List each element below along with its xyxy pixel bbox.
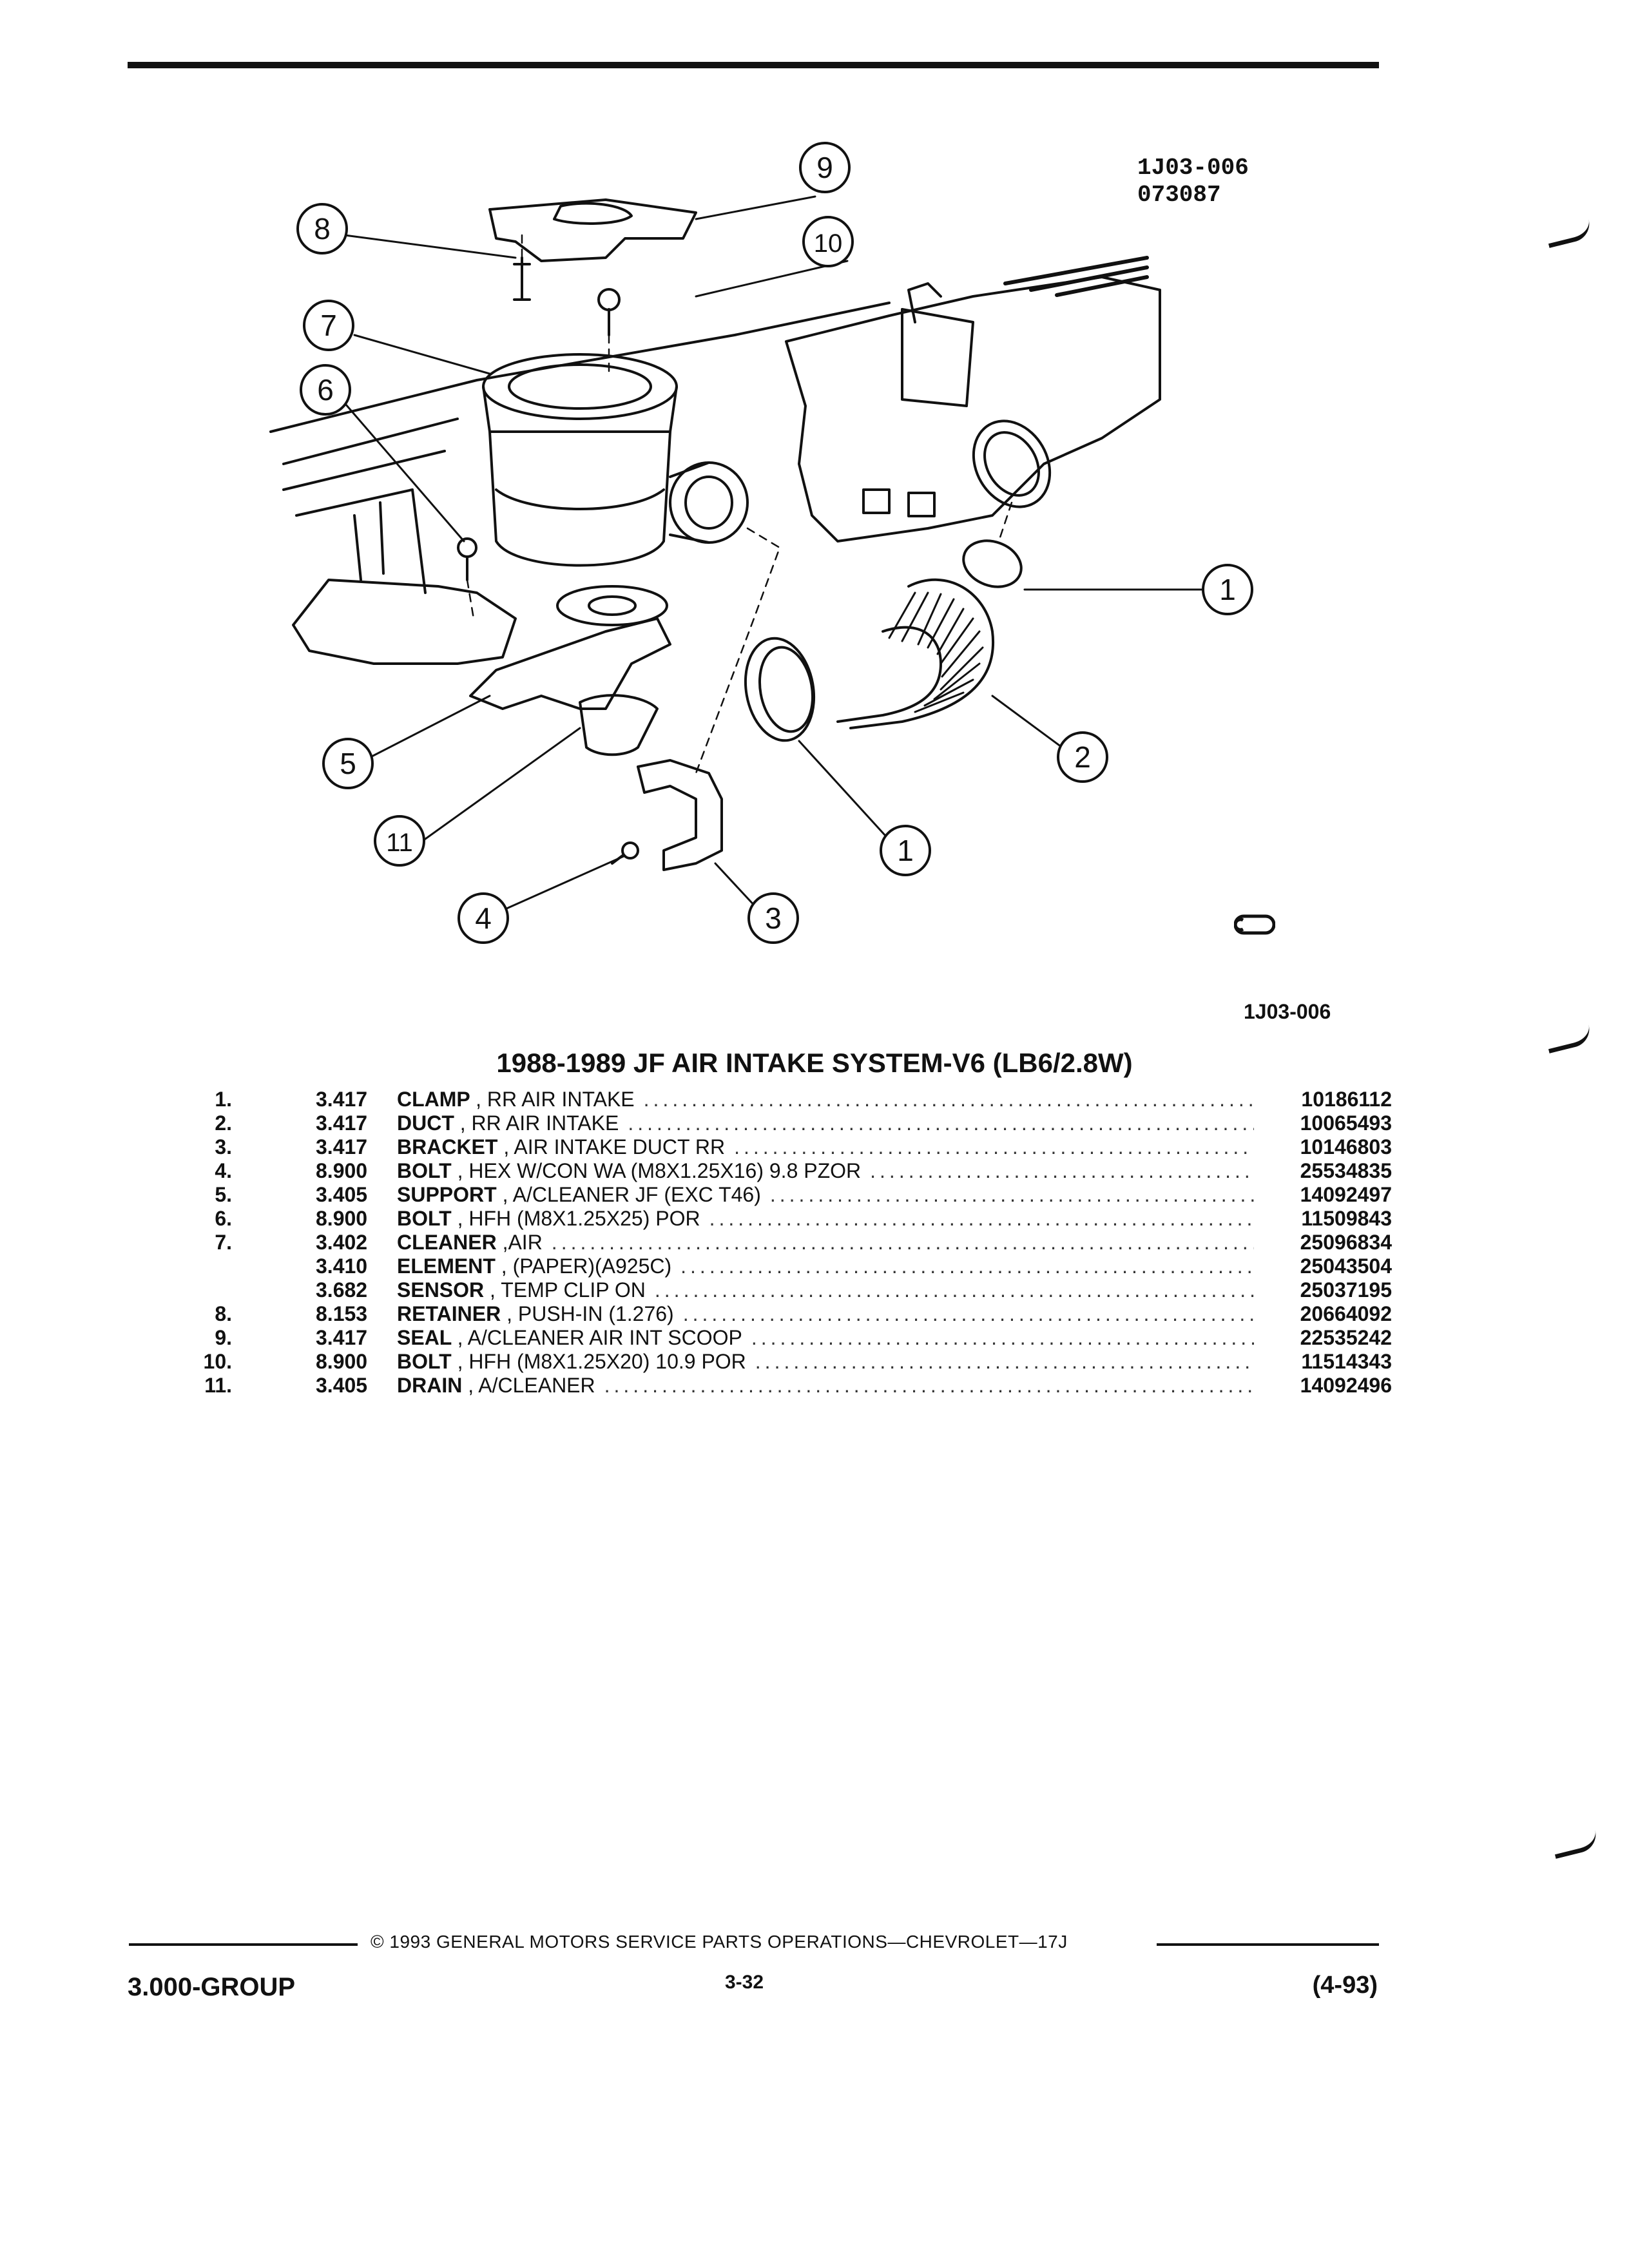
part-row — [187, 1159, 1392, 1183]
leader-dots — [870, 1159, 1254, 1183]
gm-logo — [1234, 914, 1275, 936]
part-detail: , PUSH-IN (1.276) — [506, 1302, 674, 1325]
leader-dots — [709, 1207, 1254, 1231]
part-number: 11509843 — [1301, 1207, 1392, 1230]
callout-4-label: 4 — [475, 901, 492, 935]
callout-11 — [375, 816, 424, 865]
part-name: SEAL — [397, 1326, 452, 1349]
callout-8 — [298, 204, 347, 253]
callout-2-label: 2 — [1074, 740, 1091, 774]
part-name: DRAIN — [397, 1374, 463, 1397]
exploded-diagram — [245, 129, 1379, 979]
part-detail: , RR AIR INTAKE — [476, 1088, 635, 1111]
footer-rule-left — [129, 1943, 358, 1946]
callout-2 — [1058, 733, 1107, 782]
callout-7 — [304, 301, 353, 350]
part-code: 3.417 — [316, 1088, 368, 1111]
part-detail: , A/CLEANER JF (EXC T46) — [502, 1183, 761, 1206]
support-bracket — [470, 619, 670, 709]
leader-dots — [644, 1088, 1254, 1111]
footer-rule-right — [1157, 1943, 1379, 1946]
part-row — [187, 1135, 1392, 1159]
part-detail: ,AIR — [502, 1231, 543, 1254]
part-row — [187, 1111, 1392, 1135]
part-description — [397, 1135, 725, 1159]
drain — [580, 695, 657, 754]
part-index: 3. — [215, 1135, 232, 1158]
callout-7-label: 7 — [320, 309, 337, 342]
part-detail: , (PAPER)(A925C) — [501, 1254, 672, 1278]
tray — [293, 580, 516, 664]
part-index: 10. — [203, 1350, 232, 1373]
body-line-1 — [271, 303, 889, 432]
leader-dots — [755, 1350, 1254, 1374]
part-code: 3.405 — [316, 1183, 368, 1206]
parts-list — [187, 1088, 1392, 1398]
figure-ref-line-1: 1J03-006 — [1137, 155, 1249, 181]
part-name: BOLT — [397, 1159, 452, 1182]
part-number: 10065493 — [1300, 1111, 1392, 1135]
filter-element — [557, 586, 667, 625]
body-line-5 — [354, 503, 383, 580]
part-index: 4. — [215, 1159, 232, 1182]
part-index: 11. — [204, 1374, 232, 1397]
part-code: 3.682 — [316, 1278, 368, 1302]
callout-1-lower — [881, 826, 930, 875]
part-name: RETAINER — [397, 1302, 501, 1325]
leader-dots — [680, 1254, 1254, 1278]
bolt-10 — [599, 289, 619, 335]
body-line-2 — [284, 419, 458, 464]
air-cleaner — [483, 354, 747, 566]
bolt-6 — [458, 539, 476, 580]
port-a — [863, 490, 889, 513]
part-code: 8.900 — [316, 1159, 368, 1182]
callout-1-lower-label: 1 — [897, 834, 914, 867]
callout-4 — [459, 894, 508, 943]
callout-3-label: 3 — [765, 901, 782, 935]
callout-8-label: 8 — [314, 212, 331, 245]
group-number: 3.000-GROUP — [128, 1973, 296, 2001]
part-name: CLAMP — [397, 1088, 470, 1111]
edge-mark — [1545, 219, 1594, 248]
part-index: 5. — [215, 1183, 232, 1206]
part-index: 1. — [215, 1088, 232, 1111]
part-row — [187, 1254, 1392, 1278]
callout-5-label: 5 — [340, 747, 356, 780]
clamp-upper — [957, 533, 1028, 594]
intake-duct — [838, 580, 993, 728]
part-description — [397, 1326, 742, 1350]
part-index: 9. — [215, 1326, 232, 1349]
edge-mark — [1552, 1830, 1600, 1859]
part-detail: , TEMP CLIP ON — [490, 1278, 646, 1302]
page-number: 3-32 — [725, 1972, 764, 1993]
part-name: BOLT — [397, 1207, 452, 1230]
part-number: 14092497 — [1300, 1183, 1392, 1206]
cleaner-outlet — [670, 463, 747, 543]
part-description — [397, 1231, 543, 1254]
part-detail: , RR AIR INTAKE — [459, 1111, 619, 1135]
part-description — [397, 1350, 746, 1374]
part-code: 8.900 — [316, 1207, 368, 1230]
part-code: 3.417 — [316, 1326, 368, 1349]
part-number: 25043504 — [1300, 1254, 1392, 1278]
leader-dots — [628, 1111, 1254, 1135]
callout-1-upper — [1203, 565, 1252, 614]
part-code: 3.402 — [316, 1231, 368, 1254]
part-description — [397, 1207, 700, 1231]
part-row — [187, 1326, 1392, 1350]
part-name: BOLT — [397, 1350, 452, 1373]
part-code: 8.153 — [316, 1302, 368, 1325]
leader-dots — [734, 1135, 1254, 1159]
retainer-8 — [514, 258, 530, 300]
part-detail: , AIR INTAKE DUCT RR — [503, 1135, 726, 1158]
callout-9 — [800, 143, 849, 192]
part-description — [397, 1111, 619, 1135]
part-name: CLEANER — [397, 1231, 497, 1254]
part-row — [187, 1207, 1392, 1231]
callout-9-label: 9 — [816, 151, 833, 184]
page-title: 1988-1989 JF AIR INTAKE SYSTEM-V6 (LB6/2.8W) — [496, 1048, 1133, 1078]
part-row — [187, 1231, 1392, 1254]
callout-11-label: 11 — [386, 829, 413, 857]
part-row — [187, 1183, 1392, 1207]
callout-6 — [301, 365, 350, 414]
part-number: 20664092 — [1300, 1302, 1392, 1325]
leader-dots — [683, 1302, 1254, 1326]
part-description — [397, 1183, 761, 1207]
part-description — [397, 1254, 671, 1278]
part-number: 25534835 — [1300, 1159, 1392, 1182]
part-code: 8.900 — [316, 1350, 368, 1373]
callout-10 — [804, 217, 853, 266]
throttle-body — [902, 309, 973, 406]
part-name: BRACKET — [397, 1135, 498, 1158]
part-number: 11514343 — [1301, 1350, 1392, 1373]
part-name: DUCT — [397, 1111, 454, 1135]
part-name: SUPPORT — [397, 1183, 497, 1206]
part-index: 8. — [215, 1302, 232, 1325]
part-index: 2. — [215, 1111, 232, 1135]
leader-dots — [770, 1183, 1254, 1207]
figure-label: 1J03-006 — [1244, 1000, 1331, 1023]
part-index: 6. — [215, 1207, 232, 1230]
part-code: 3.417 — [316, 1135, 368, 1158]
leader-dots — [751, 1326, 1254, 1350]
top-rule — [128, 62, 1379, 68]
part-detail: , A/CLEANER — [468, 1374, 595, 1397]
leader-dots — [604, 1374, 1254, 1398]
engine-outline — [786, 277, 1160, 541]
part-code: 3.410 — [316, 1254, 368, 1278]
part-row — [187, 1088, 1392, 1111]
part-row — [187, 1278, 1392, 1302]
part-detail: , A/CLEANER AIR INT SCOOP — [457, 1326, 742, 1349]
figure-ref-line-2: 073087 — [1137, 182, 1221, 208]
part-detail: , HFH (M8X1.25X20) 10.9 POR — [457, 1350, 746, 1373]
callout-6-label: 6 — [317, 373, 334, 407]
part-detail: , HFH (M8X1.25X25) POR — [457, 1207, 700, 1230]
part-name: ELEMENT — [397, 1254, 496, 1278]
part-description — [397, 1374, 595, 1398]
part-description — [397, 1088, 635, 1111]
part-name: SENSOR — [397, 1278, 485, 1302]
callout-10-label: 10 — [813, 229, 843, 258]
leader-dots — [552, 1231, 1254, 1254]
copyright-notice: © 1993 GENERAL MOTORS SERVICE PARTS OPERATIONS—CHEVROLET—17J — [371, 1932, 1068, 1952]
part-number: 25096834 — [1300, 1231, 1392, 1254]
part-code: 3.417 — [316, 1111, 368, 1135]
part-description — [397, 1302, 674, 1326]
port-b — [909, 493, 934, 516]
part-number: 10146803 — [1300, 1135, 1392, 1158]
part-row — [187, 1374, 1392, 1398]
part-index: 7. — [215, 1231, 232, 1254]
scoop-seal — [490, 200, 696, 261]
part-number: 22535242 — [1300, 1326, 1392, 1349]
part-number: 14092496 — [1300, 1374, 1392, 1397]
part-description — [397, 1159, 861, 1183]
part-code: 3.405 — [316, 1374, 368, 1397]
duct-bracket — [638, 760, 722, 870]
callout-1-upper-label: 1 — [1219, 573, 1236, 606]
leader-dots — [655, 1278, 1254, 1302]
part-number: 25037195 — [1300, 1278, 1392, 1302]
part-row — [187, 1302, 1392, 1326]
revision-date: (4-93) — [1312, 1972, 1378, 1999]
callout-5 — [323, 739, 372, 788]
callout-3 — [749, 894, 798, 943]
part-number: 10186112 — [1301, 1088, 1392, 1111]
part-detail: , HEX W/CON WA (M8X1.25X16) 9.8 PZOR — [457, 1159, 862, 1182]
part-row — [187, 1350, 1392, 1374]
part-description — [397, 1278, 646, 1302]
